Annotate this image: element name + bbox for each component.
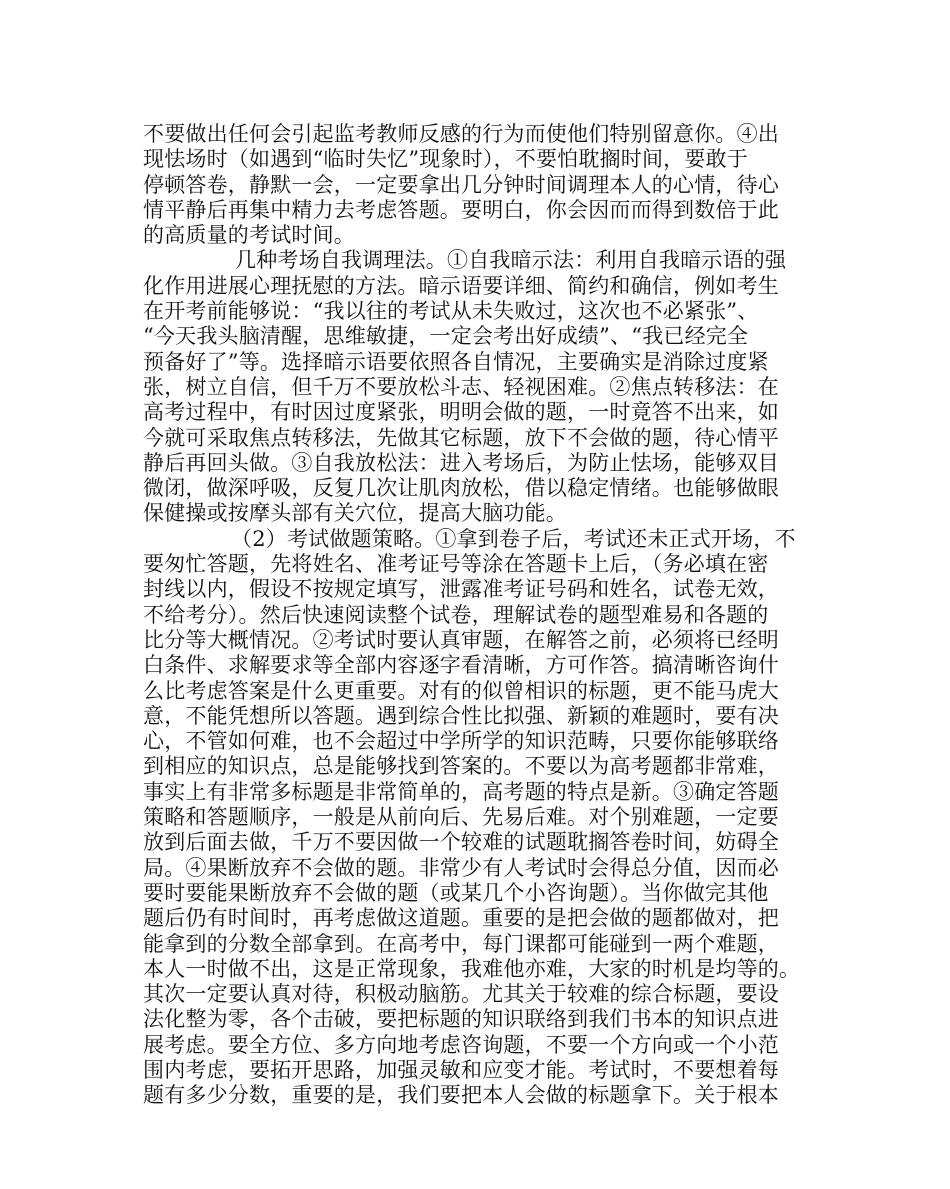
paragraph-start-line: （2）考试做题策略。①拿到卷子后，考试还未正式开场，不 (231, 526, 796, 551)
text-line: 题后仍有时间时，再考虑做这道题。重要的是把会做的题都做对，把 (143, 906, 779, 931)
text-line: 不给考分）。然后快速阅读整个试卷，理解试卷的题型难易和各题的 (143, 602, 769, 627)
text-line: 局。④果断放弃不会做的题。非常少有人考试时会得总分值，因而必 (143, 855, 779, 880)
text-line: “今天我头脑清醒，思维敏捷，一定会考出好成绩”、“我已经完全 (143, 324, 749, 349)
text-line: 静后再回头做。③自我放松法：进入考场后，为防止怯场，能够双目 (143, 450, 779, 475)
text-line: 预备好了”等。选择暗示语要依照各自情况，主要确实是消除过度紧 (143, 349, 769, 374)
text-line: 化作用进展心理抚慰的方法。暗示语要详细、简约和确信，例如考生 (143, 273, 779, 298)
text-line: 心，不管如何难，也不会超过中学所学的知识范畴，只要你能够联络 (143, 729, 779, 754)
text-line: 白条件、求解要求等全部内容逐字看清晰，方可作答。搞清晰咨询什 (143, 653, 779, 678)
text-line: 今就可采取焦点转移法，先做其它标题，放下不会做的题，待心情平 (143, 425, 779, 450)
text-line: 其次一定要认真对待，积极动脑筋。尤其关于较难的综合标题，要设 (143, 982, 779, 1007)
text-line: 现怯场时（如遇到“临时失忆”现象时），不要怕耽搁时间，要敢于 (143, 147, 748, 172)
text-line: 法化整为零，各个击破，要把标题的知识联络到我们书本的知识点进 (143, 1007, 779, 1032)
text-line: 比分等大概情况。②考试时要认真审题，在解答之前，必须将已经明 (143, 627, 779, 652)
text-line: 停顿答卷，静默一会，一定要拿出几分钟时间调理本人的心情，待心 (143, 172, 779, 197)
text-line: 要匆忙答题，先将姓名、准考证号等涂在答题卡上后，（务必填在密 (143, 552, 769, 577)
text-line: 微闭，做深呼吸，反复几次让肌肉放松，借以稳定情绪。也能够做眼 (143, 476, 779, 501)
text-line: 不要做出任何会引起监考教师反感的行为而使他们特别留意你。④出 (143, 122, 779, 146)
paragraph-start-line: 几种考场自我调理法。①自我暗示法：利用自我暗示语的强 (235, 248, 787, 273)
text-line: 展考虑。要全方位、多方向地考虑咨询题，不要一个方向或一个小范 (143, 1032, 779, 1057)
text-line: 的高质量的考试时间。 (143, 223, 355, 248)
text-line: 到相应的知识点，总是能够找到答案的。不要以为高考题都非常难， (143, 754, 779, 779)
text-line: 情平静后再集中精力去考虑答题。要明白，你会因而而得到数倍于此 (143, 197, 779, 222)
text-line: 意，不能凭想所以答题。遇到综合性比拟强、新颖的难题时，要有决 (143, 703, 779, 728)
text-line: 张，树立自信，但千万不要放松斗志、轻视困难。②焦点转移法：在 (143, 374, 779, 399)
text-line: 在开考前能够说：“我以往的考试从未失败过，这次也不必紧张”、 (143, 299, 759, 324)
text-line: 能拿到的分数全部拿到。在高考中，每门课都可能碰到一两个难题， (143, 931, 779, 956)
text-line: 么比考虑答案是什么更重要。对有的似曾相识的标题，更不能马虎大 (143, 678, 779, 703)
text-line: 题有多少分数，重要的是，我们要把本人会做的标题拿下。关于根本 (143, 1083, 779, 1108)
text-line: 围内考虑，要拓开思路，加强灵敏和应变才能。考试时，不要想着每 (143, 1057, 779, 1082)
text-line: 要时要能果断放弃不会做的题（或某几个小咨询题）。当你做完其他 (143, 880, 769, 905)
text-line: 保健操或按摩头部有关穴位，提高大脑功能。 (143, 501, 567, 526)
body-text (143, 122, 823, 1109)
text-line: 放到后面去做，千万不要因做一个较难的试题耽搁答卷时间，妨碍全 (143, 830, 779, 855)
text-line: 策略和答题顺序，一般是从前向后、先易后难。对个别难题，一定要 (143, 805, 779, 830)
text-line: 本人一时做不出，这是正常现象，我难他亦难，大家的时机是均等的。 (143, 956, 801, 981)
text-line: 高考过程中，有时因过度紧张，明明会做的题，一时竟答不出来，如 (143, 400, 779, 425)
text-line: 封线以内，假设不按规定填写，泄露准考证号码和姓名，试卷无效， (143, 577, 779, 602)
text-line: 事实上有非常多标题是非常简单的，高考题的特点是新。③确定答题 (143, 779, 779, 804)
